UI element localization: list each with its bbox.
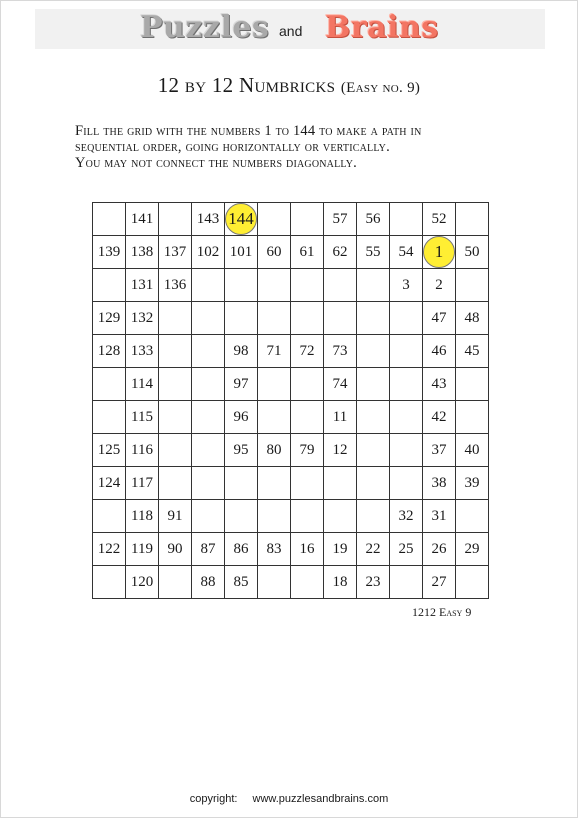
grid-cell[interactable]: 119: [126, 533, 159, 566]
grid-cell[interactable]: [225, 302, 258, 335]
grid-cell[interactable]: [357, 302, 390, 335]
grid-cell[interactable]: 12: [324, 434, 357, 467]
highlighted-number: 144: [225, 203, 257, 235]
grid-row: [93, 401, 489, 434]
grid-cell[interactable]: 23: [357, 566, 390, 599]
grid-cell[interactable]: 79: [291, 434, 324, 467]
grid-row: [93, 302, 489, 335]
grid-cell[interactable]: 2: [423, 269, 456, 302]
grid-cell[interactable]: 83: [258, 533, 291, 566]
grid-cell[interactable]: 116: [126, 434, 159, 467]
grid-cell[interactable]: 42: [423, 401, 456, 434]
grid-cell[interactable]: [159, 467, 192, 500]
grid-cell[interactable]: 90: [159, 533, 192, 566]
grid-cell[interactable]: [225, 467, 258, 500]
grid-cell[interactable]: 80: [258, 434, 291, 467]
grid-cell[interactable]: 117: [126, 467, 159, 500]
grid-cell[interactable]: [291, 203, 324, 236]
grid-cell[interactable]: [258, 368, 291, 401]
grid-cell[interactable]: 47: [423, 302, 456, 335]
grid-cell[interactable]: [93, 203, 126, 236]
grid-cell[interactable]: [390, 335, 423, 368]
grid-cell[interactable]: 143: [192, 203, 225, 236]
grid-cell[interactable]: 73: [324, 335, 357, 368]
grid-cell[interactable]: 19: [324, 533, 357, 566]
grid-cell[interactable]: 115: [126, 401, 159, 434]
grid-cell[interactable]: [291, 467, 324, 500]
grid-cell[interactable]: 137: [159, 236, 192, 269]
grid-cell[interactable]: 32: [390, 500, 423, 533]
grid-cell[interactable]: 74: [324, 368, 357, 401]
grid-cell[interactable]: [357, 467, 390, 500]
grid-cell[interactable]: [159, 401, 192, 434]
grid-cell[interactable]: [192, 335, 225, 368]
grid-cell[interactable]: 133: [126, 335, 159, 368]
puzzle-code: 1212 Easy 9: [412, 605, 472, 619]
grid-cell[interactable]: [225, 500, 258, 533]
grid-cell[interactable]: [192, 269, 225, 302]
grid-cell[interactable]: 3: [390, 269, 423, 302]
grid-cell[interactable]: 87: [192, 533, 225, 566]
grid-cell[interactable]: [291, 302, 324, 335]
grid-cell[interactable]: [456, 269, 489, 302]
grid-cell[interactable]: [258, 467, 291, 500]
grid-cell[interactable]: [423, 236, 456, 269]
grid-cell[interactable]: 128: [93, 335, 126, 368]
grid-cell[interactable]: [159, 302, 192, 335]
grid-cell[interactable]: 56: [357, 203, 390, 236]
grid-cell[interactable]: [357, 434, 390, 467]
grid-cell[interactable]: [159, 203, 192, 236]
puzzle-title-main: 12 by 12 Numbricks: [157, 73, 336, 97]
grid-cell[interactable]: [225, 269, 258, 302]
grid-row: [93, 467, 489, 500]
grid-cell[interactable]: [159, 566, 192, 599]
grid-cell[interactable]: [357, 269, 390, 302]
copyright-footer: [0, 793, 578, 805]
grid-cell[interactable]: [258, 566, 291, 599]
grid-cell[interactable]: 25: [390, 533, 423, 566]
grid-cell[interactable]: 122: [93, 533, 126, 566]
grid-cell[interactable]: [258, 302, 291, 335]
grid-cell[interactable]: [390, 203, 423, 236]
grid-cell[interactable]: 18: [324, 566, 357, 599]
grid-cell[interactable]: [357, 500, 390, 533]
grid-cell[interactable]: [159, 335, 192, 368]
grid-cell[interactable]: 114: [126, 368, 159, 401]
grid-cell[interactable]: 132: [126, 302, 159, 335]
grid-cell[interactable]: 118: [126, 500, 159, 533]
grid-row: [93, 368, 489, 401]
grid-cell[interactable]: [324, 269, 357, 302]
grid-cell[interactable]: 57: [324, 203, 357, 236]
grid-cell[interactable]: [324, 467, 357, 500]
instructions: [75, 123, 545, 171]
grid-cell[interactable]: [390, 566, 423, 599]
grid-cell[interactable]: [258, 269, 291, 302]
grid-cell[interactable]: [93, 566, 126, 599]
grid-cell[interactable]: 26: [423, 533, 456, 566]
instruction-line: sequential order, going horizontally or vertically.: [75, 139, 390, 155]
grid-cell[interactable]: 138: [126, 236, 159, 269]
grid-cell[interactable]: [192, 434, 225, 467]
logo-brains: Brains: [325, 10, 439, 45]
puzzle-title: [0, 73, 578, 98]
website-link[interactable]: www.puzzlesandbrains.com: [252, 793, 389, 805]
grid-cell[interactable]: 60: [258, 236, 291, 269]
grid-cell[interactable]: 46: [423, 335, 456, 368]
grid-cell[interactable]: 131: [126, 269, 159, 302]
grid-cell[interactable]: 95: [225, 434, 258, 467]
grid-cell[interactable]: 72: [291, 335, 324, 368]
grid-cell[interactable]: 55: [357, 236, 390, 269]
grid-cell[interactable]: [192, 467, 225, 500]
grid-cell[interactable]: 97: [225, 368, 258, 401]
grid-cell[interactable]: 98: [225, 335, 258, 368]
grid-cell[interactable]: [291, 500, 324, 533]
grid-cell[interactable]: [159, 368, 192, 401]
grid-cell[interactable]: [93, 401, 126, 434]
grid-row: [93, 269, 489, 302]
grid-row: [93, 566, 489, 599]
grid-cell[interactable]: 129: [93, 302, 126, 335]
grid-cell[interactable]: 101: [225, 236, 258, 269]
grid-cell[interactable]: [258, 401, 291, 434]
grid-cell[interactable]: 71: [258, 335, 291, 368]
grid-cell[interactable]: 45: [456, 335, 489, 368]
grid-cell[interactable]: [324, 302, 357, 335]
copyright-label: copyright:: [189, 793, 238, 805]
grid-cell[interactable]: [192, 500, 225, 533]
grid-cell[interactable]: 62: [324, 236, 357, 269]
grid-cell[interactable]: [390, 401, 423, 434]
grid-cell[interactable]: [291, 368, 324, 401]
grid-cell[interactable]: 29: [456, 533, 489, 566]
grid-cell[interactable]: [93, 500, 126, 533]
instruction-line: You may not connect the numbers diagonally.: [75, 155, 357, 171]
grid-cell[interactable]: 11: [324, 401, 357, 434]
grid-cell[interactable]: 48: [456, 302, 489, 335]
grid-cell[interactable]: [390, 368, 423, 401]
grid-cell[interactable]: 61: [291, 236, 324, 269]
grid-cell[interactable]: 22: [357, 533, 390, 566]
grid-cell[interactable]: [357, 401, 390, 434]
grid-cell[interactable]: [456, 203, 489, 236]
grid-cell[interactable]: [390, 434, 423, 467]
grid-cell[interactable]: [390, 467, 423, 500]
grid-cell[interactable]: 136: [159, 269, 192, 302]
grid-cell[interactable]: 96: [225, 401, 258, 434]
grid-cell[interactable]: 38: [423, 467, 456, 500]
grid-cell[interactable]: 88: [192, 566, 225, 599]
grid-row: [93, 434, 489, 467]
grid-row: [93, 533, 489, 566]
grid-cell[interactable]: 124: [93, 467, 126, 500]
grid-cell[interactable]: [456, 566, 489, 599]
puzzle-title-sub: (Easy no. 9): [340, 80, 421, 96]
grid-cell[interactable]: 125: [93, 434, 126, 467]
logo-puzzles: Puzzles: [140, 10, 270, 45]
grid-cell[interactable]: [291, 269, 324, 302]
grid-cell[interactable]: [291, 401, 324, 434]
grid-cell[interactable]: 37: [423, 434, 456, 467]
instruction-line: Fill the grid with the numbers 1 to 144 to make a path in: [75, 123, 422, 139]
grid-cell[interactable]: 91: [159, 500, 192, 533]
grid-cell[interactable]: [192, 368, 225, 401]
grid-cell[interactable]: [456, 500, 489, 533]
logo-and: and: [279, 23, 303, 39]
grid-cell[interactable]: [324, 500, 357, 533]
grid-cell[interactable]: [390, 302, 423, 335]
grid-cell[interactable]: 102: [192, 236, 225, 269]
grid-row: [93, 335, 489, 368]
grid-cell[interactable]: [258, 203, 291, 236]
numbricks-grid: [92, 202, 489, 599]
grid-cell[interactable]: [456, 368, 489, 401]
grid-cell[interactable]: [456, 401, 489, 434]
grid-cell[interactable]: 141: [126, 203, 159, 236]
grid-cell[interactable]: [93, 368, 126, 401]
highlighted-number: 1: [423, 236, 455, 268]
grid-cell[interactable]: [93, 269, 126, 302]
grid-row: [93, 203, 489, 236]
grid-cell[interactable]: 40: [456, 434, 489, 467]
grid-cell[interactable]: [192, 302, 225, 335]
grid-cell[interactable]: [357, 335, 390, 368]
grid-cell[interactable]: [291, 566, 324, 599]
grid-row: [93, 236, 489, 269]
grid-cell[interactable]: [225, 203, 258, 236]
grid-cell[interactable]: 52: [423, 203, 456, 236]
grid-cell[interactable]: [357, 368, 390, 401]
grid-cell[interactable]: 120: [126, 566, 159, 599]
grid-cell[interactable]: [192, 401, 225, 434]
grid-cell[interactable]: 16: [291, 533, 324, 566]
grid-cell[interactable]: 54: [390, 236, 423, 269]
grid-cell[interactable]: 50: [456, 236, 489, 269]
grid-cell[interactable]: 139: [93, 236, 126, 269]
grid-cell[interactable]: 86: [225, 533, 258, 566]
grid-cell[interactable]: [159, 434, 192, 467]
grid-row: [93, 500, 489, 533]
grid-cell[interactable]: 85: [225, 566, 258, 599]
grid-cell[interactable]: 31: [423, 500, 456, 533]
grid-cell[interactable]: 39: [456, 467, 489, 500]
grid-cell[interactable]: [258, 500, 291, 533]
grid-cell[interactable]: 27: [423, 566, 456, 599]
grid-cell[interactable]: 43: [423, 368, 456, 401]
